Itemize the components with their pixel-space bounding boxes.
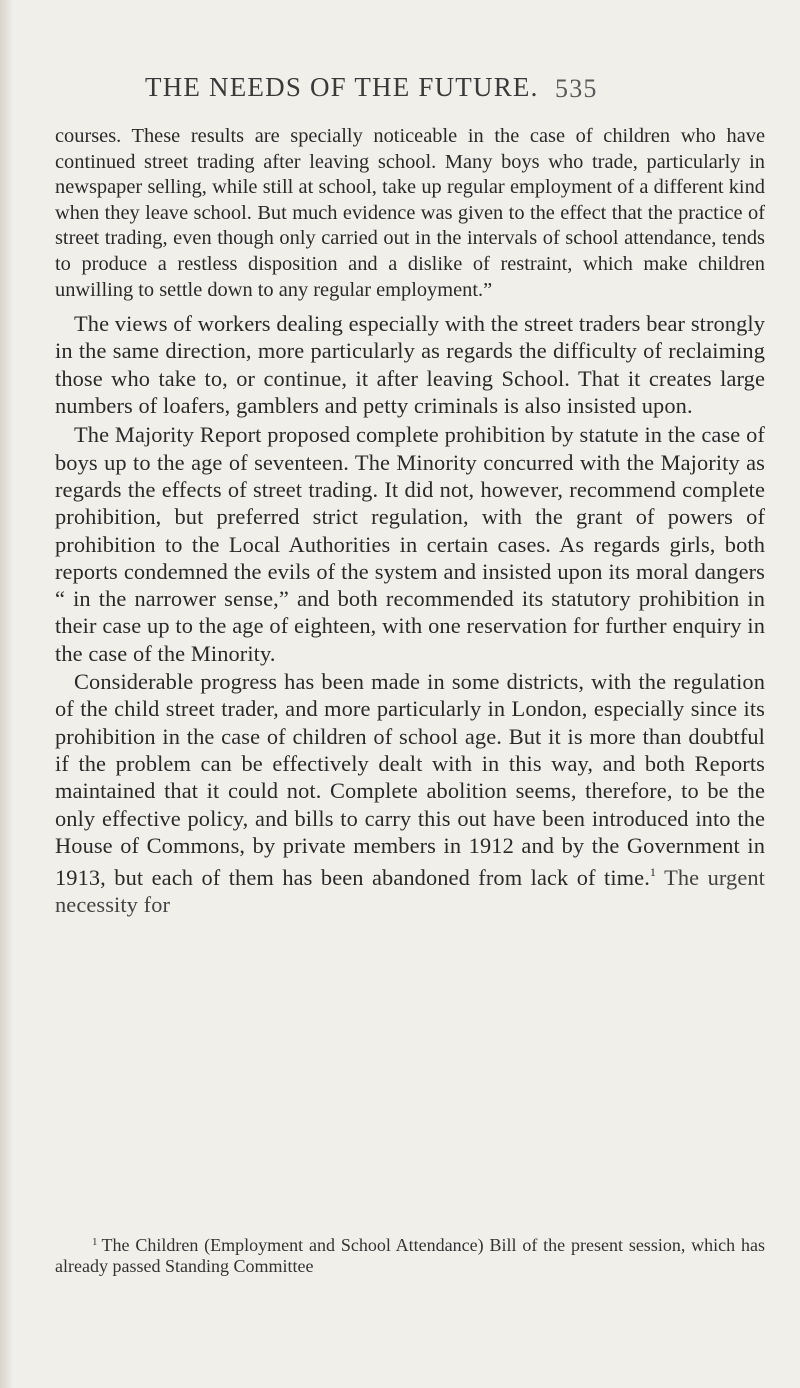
footnote-text: The Children (Employment and School Attendance) Bill of the present session, which has already passed Standing Committee (55, 1235, 765, 1276)
paragraph: The views of workers dealing especially with the street traders bear strongly in the same direction, more particularly as regards the difficulty of reclaiming those who take to, or continue, it after leaving School. That it creates large numbers of loafers, gamblers and petty criminals is also insisted upon. (55, 311, 766, 419)
footnote-marker: 1 (92, 1236, 98, 1248)
paragraph: courses. These results are specially noticeable in the case of children who have continued street trading after leaving school. Many boys who trade, particularly in newspaper selling, while still at school, take up regular employment of a different kind when they leave school. But much evidence was given to the effect that the practice of street trading, even though only carried out in the intervals of school attendance, tends to produce a restless disposition and a dislike of restraint, which make children unwilling to settle down to any regular employment.” (55, 125, 765, 301)
paragraph-text: Considerable progress has been made in some districts, with the regulation of the child street trader, and more particularly in London, especially since its prohibition in the case of children of school age. But it is more than doubtful if the problem can be effectively dealt with in this way, and both Reports maintained that it could not. Complete abolition seems, therefore, to be the only effective policy, and bills to carry this out have been introduced into the House of Commons, by private members in 1912 and by the Government in 1913, but each of them has been abandoned from lack of time. (55, 669, 765, 891)
paragraph: The Majority Report proposed complete prohibition by statute in the case of boys up to the age of seventeen. The Minority concurred with the Majority as regards the effects of street trading. It did not, however, recommend complete prohibition, but preferred strict regulation, with the grant of powers of prohibition to the Local Authorities in certain cases. As regards girls, both reports condemned the evils of the system and insisted upon its moral dangers “ in the narrower sense,” and both recommended its statutory prohibition in their case up to the age of eighteen, with one reservation for further enquiry in the case of the Minority. (55, 422, 765, 666)
paragraph (55, 668, 765, 919)
footnote (55, 1232, 765, 1277)
footnote-reference: 1 (649, 865, 657, 880)
page-number: 535 (555, 74, 598, 103)
page-gutter-shadow (0, 0, 12, 1388)
paragraph-text-tail: The urgent necessity for (55, 865, 765, 918)
body-text (55, 124, 765, 919)
running-title: THE NEEDS OF THE FUTURE. (145, 72, 539, 102)
